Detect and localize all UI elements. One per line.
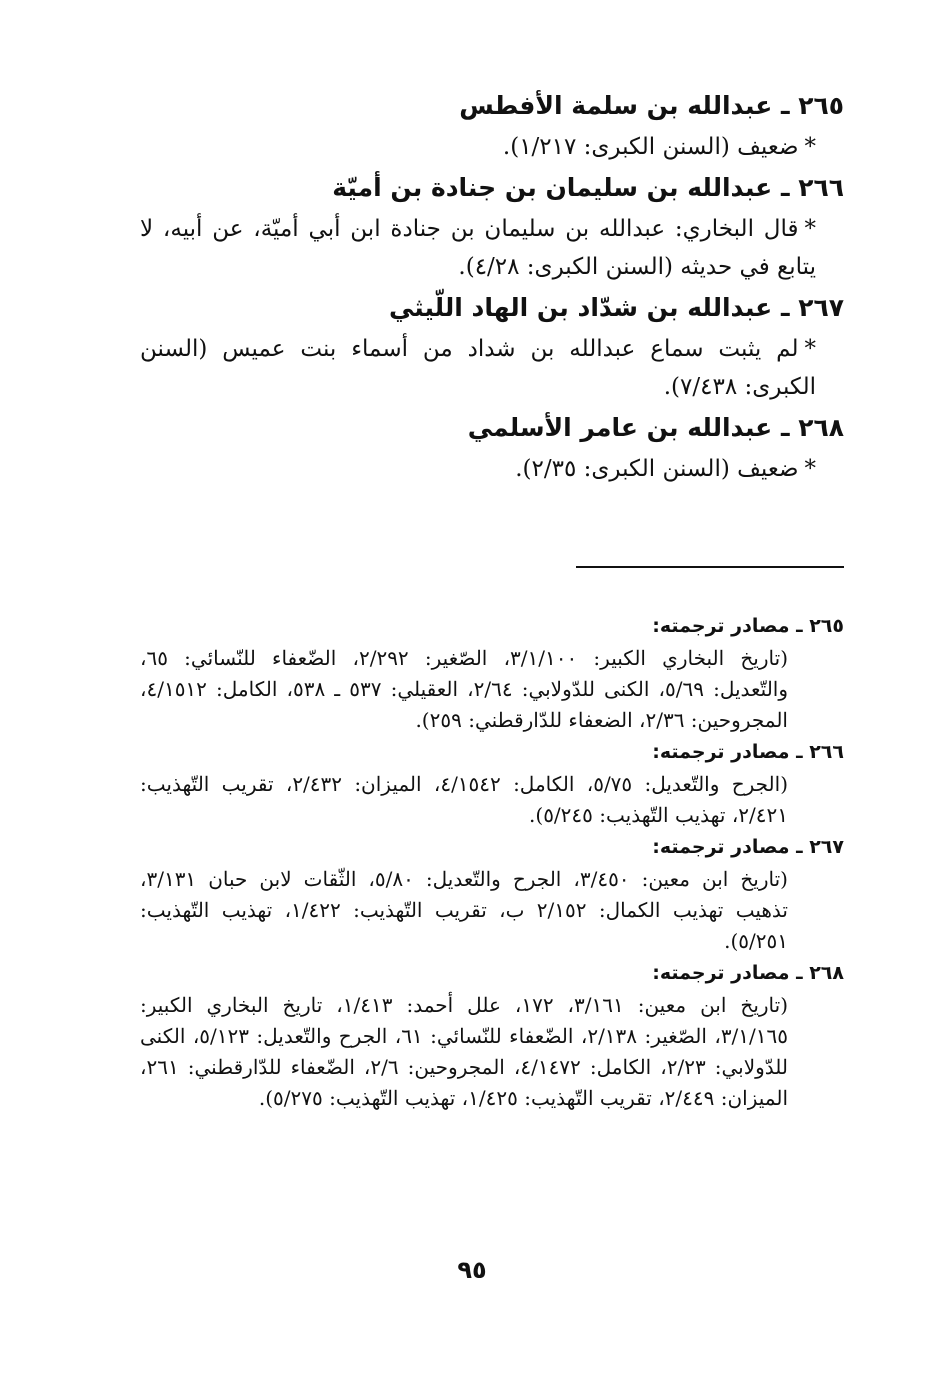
entry-text: قال البخاري: عبدالله بن سليمان بن جنادة ابن أبي أميّة، عن أبيه، لا يتابع في حديثه (السنن الكبرى: ٤/٢٨). (140, 216, 816, 280)
entry-text: ضعيف (السنن الكبرى: ١/٢١٧). (502, 134, 799, 160)
footnote-265 (140, 610, 844, 736)
narrator-entry-268 (140, 406, 844, 488)
footnote-268 (140, 957, 844, 1114)
entry-body (140, 450, 844, 488)
footnote-heading: ٢٦٧ ـ مصادر ترجمته: (652, 836, 844, 858)
entry-heading: ٢٦٥ ـ عبدالله بن سلمة الأفطس (459, 91, 844, 120)
footnote-heading: ٢٦٦ ـ مصادر ترجمته: (652, 741, 844, 763)
entry-body (140, 330, 844, 406)
narrator-entries (140, 84, 844, 488)
entry-heading: ٢٦٨ ـ عبدالله بن عامر الأسلمي (467, 413, 844, 442)
page-number: ٩٥ (457, 1256, 487, 1284)
entry-text: ضعيف (السنن الكبرى: ٢/٣٥). (515, 456, 799, 482)
footnote-text: (تاريخ البخاري الكبير: ٣/١/١٠٠، الصّغير: ٢/٢٩٢، الضّعفاء للنّسائي: ٦٥، والتّعديل: ٥/٦٩، الكنى للدّولابي: ٢/٦٤، العقيلي: ٥٣٧ ـ ٥٣٨، الكامل: ٤/١٥١٢، المجروحين: ٢/٣٦، الضعفاء للدّارقطني: ٢٥٩). (140, 646, 789, 732)
narrator-entry-266 (140, 166, 844, 286)
footnote-heading: ٢٦٥ ـ مصادر ترجمته: (652, 615, 844, 637)
footnote-266 (140, 736, 844, 831)
narrator-entry-265 (140, 84, 844, 166)
footnotes (140, 610, 844, 1114)
footnote-267 (140, 831, 844, 957)
footnote-text: (تاريخ ابن معين: ٣/١٦١، ١٧٢، علل أحمد: ١/٤١٣، تاريخ البخاري الكبير: ٣/١/١٦٥، الصّغير: ٢/١٣٨، الضّعفاء للنّسائي: ٦١، الجرح والتّعديل: ٥/١٢٣، الكنى للدّولابي: ٢/٢٣، الكامل: ٤/١٤٧٢، المجروحين: ٢/٦، الضّعفاء للدّارقطني: ٢٦١، الميزان: ٢/٤٤٩، تقريب التّهذيب: ١/٤٢٥، تهذيب التّهذيب: ٥/٢٧٥). (140, 993, 789, 1110)
footnote-heading: ٢٦٨ ـ مصادر ترجمته: (652, 962, 844, 984)
entry-text: لم يثبت سماع عبدالله بن شداد من أسماء بنت عميس (السنن الكبرى: ٧/٤٣٨). (140, 336, 816, 400)
asterisk-marker: * (804, 456, 816, 482)
entry-body (140, 128, 844, 166)
entry-heading: ٢٦٦ ـ عبدالله بن سليمان بن جنادة بن أميّة (332, 173, 844, 202)
footnote-text: (الجرح والتّعديل: ٥/٧٥، الكامل: ٤/١٥٤٢، الميزان: ٢/٤٣٢، تقريب التّهذيب: ٢/٤٢١، تهذيب التّهذيب: ٥/٢٤٥). (140, 772, 788, 827)
footnote-text: (تاريخ ابن معين: ٣/٤٥٠، الجرح والتّعديل: ٥/٨٠، الثّقات لابن حبان ٣/١٣١، تذهيب تهذيب الكمال: ٢/١٥٢ ب، تقريب التّهذيب: ١/٤٢٢، تهذيب التّهذيب: ٥/٢٥١). (140, 867, 788, 953)
narrator-entry-267 (140, 286, 844, 406)
entry-heading: ٢٦٧ ـ عبدالله بن شدّاد بن الهاد اللّيثي (388, 293, 844, 322)
asterisk-marker: * (804, 134, 816, 160)
footnote-separator (576, 566, 844, 568)
asterisk-marker: * (804, 336, 816, 362)
entry-body (140, 210, 844, 286)
asterisk-marker: * (804, 216, 816, 242)
